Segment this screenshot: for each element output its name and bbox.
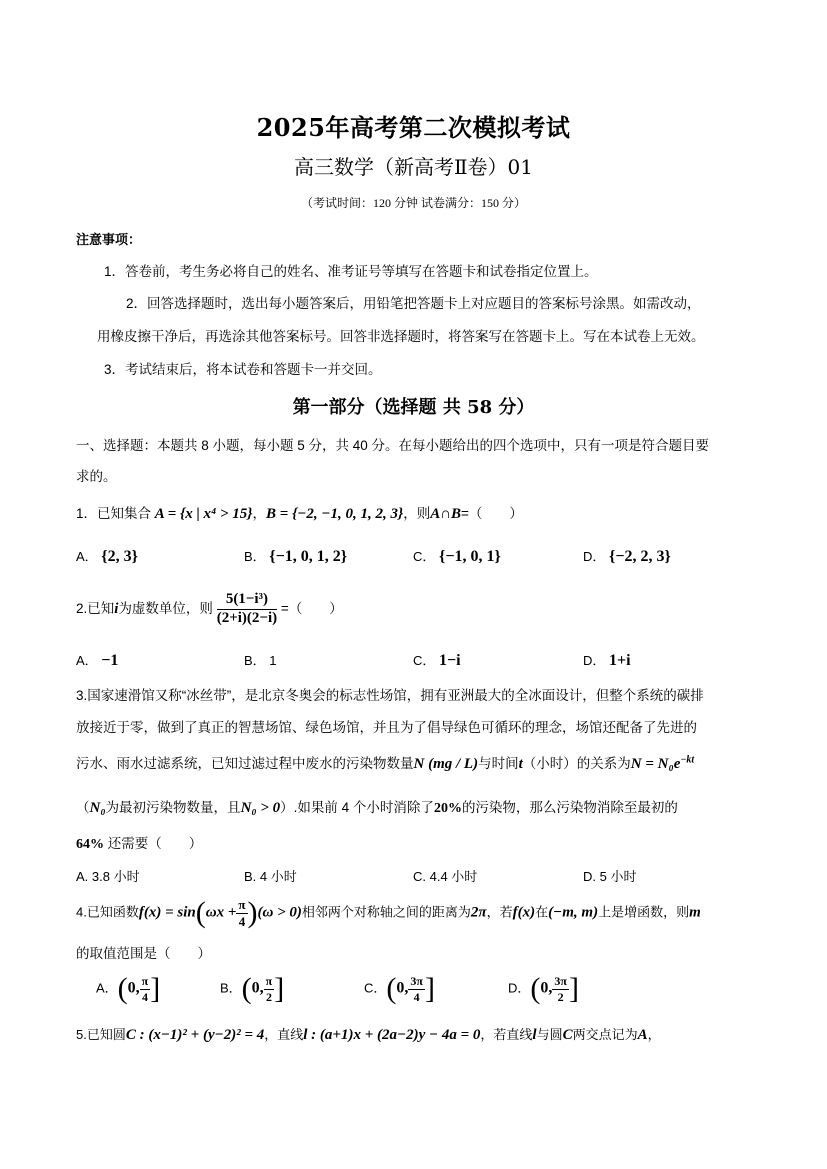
q3-n-unit: N (mg / L) (413, 756, 479, 772)
q3-line-2: 放接近于零，做到了真正的智慧场馆、绿色场馆，并且为了倡导绿色可循环的理念，场馆还配备了先进的 (76, 720, 697, 735)
q1-option-a: A． {2, 3} (76, 548, 138, 565)
q4-option-b: B．(0, $\frac{\pi}{2}$ ] (220, 972, 285, 1005)
q3-option-a: A. 3.8 小时 (76, 869, 140, 884)
q3-pct-20: 20% (433, 801, 462, 816)
q1-set-a: A = {x | x⁴ > 15} (154, 506, 253, 522)
q2-ask: =（ ） (280, 600, 343, 616)
q3-pct-64: 64% (76, 837, 104, 852)
question-2 (76, 592, 343, 627)
exam-title: 2025年高考第二次模拟考试 (256, 113, 571, 142)
notice-item-2-line-1: 2．回答选择题时，选出每小题答案后，用铅笔把答题卡上对应题目的答案标号涂黑。如需改动， (126, 296, 701, 311)
q4-func: f(x) = sin (138, 904, 196, 921)
q4-line-2: 的取值范围是（ ） (76, 946, 211, 961)
q3-option-b: B. 4 小时 (244, 869, 297, 884)
q2-mid: 为虚数单位，则 (118, 600, 213, 616)
question-1 (76, 502, 523, 523)
question-4: 4.已知函数f(x) = sin(ωx + $\frac{\pi}{4}$ )(ω > 0)相邻两个对称轴之间的距离为2π，若f(x)在(−m, m)上是增函数，则m (76, 896, 701, 929)
q3-n0: N₀ (89, 800, 106, 816)
q2-option-b: B． 1 (244, 653, 277, 668)
q4-interval: (−m, m) (548, 904, 599, 921)
question-5: 5.已知圆C : (x−1)² + (y−2)² = 4，直线l : (a+1)x + (2a−2)y − 4a = 0，若直线l与圆C两交点记为A， (76, 1027, 661, 1043)
q4-m: m (689, 904, 701, 921)
q5-l: l (532, 1027, 537, 1043)
q4-dist: 2π (470, 904, 487, 921)
q2-option-d: D． 1+i (583, 652, 631, 669)
q3-option-d: D. 5 小时 (583, 869, 637, 884)
q3-line-5: 64% 还需要（ ） (76, 836, 203, 852)
q1-option-d: D． {−2, 2, 3} (583, 548, 671, 565)
q4-inner: ωx + (205, 904, 237, 921)
q1-prefix: 1．已知集合 (76, 506, 152, 521)
q1-expr: A∩B (430, 506, 461, 522)
q2-prefix: 2.已知 (76, 600, 115, 616)
q5-circle: C : (x−1)² + (y−2)² = 4 (125, 1027, 265, 1043)
q1-suffix: ，则 (403, 506, 431, 521)
q1-set-b: B = {−2, −1, 0, 1, 2, 3} (266, 506, 404, 522)
q3-formula: N = N₀e (630, 756, 681, 772)
q2-fraction (217, 592, 277, 627)
section-instructions-line-2: 求的。 (76, 469, 117, 484)
q3-line-4: （N₀为最初污染物数量，且N₀ > 0）.如果前 4 个小时消除了20%的污染物，那么污染物消除至最初的 (76, 800, 678, 816)
notice-item-2-line-2: 用橡皮擦干净后，再选涂其他答案标号。回答非选择题时，将答案写在答题卡上。写在本试卷上无效。 (97, 329, 705, 344)
q3-t: t (518, 756, 523, 772)
notice-item-3: 3．考试结束后，将本试卷和答题卡一并交回。 (104, 362, 382, 377)
q2-i: i (114, 600, 119, 617)
notice-item-1: 1．答卷前，考生务必将自己的姓名、准考证号等填写在答题卡和试卷指定位置上。 (104, 264, 598, 279)
q2-denominator: (2+i)(2−i) (216, 609, 278, 626)
q5-line: l : (a+1)x + (2a−2)y − 4a = 0 (303, 1027, 481, 1043)
q2-option-c: C． 1−i (413, 652, 461, 669)
q3-line-3: 污水、雨水过滤系统，已知过滤过程中废水的污染物数量N (mg / L)与时间t（小时）的关系为$N = N_0e^{-kt}$ (76, 754, 695, 772)
q2-option-a: A． −1 (76, 652, 119, 669)
q5-c: C (562, 1027, 573, 1043)
q4-fx: f(x) (512, 904, 536, 921)
q4-option-c: C．(0, $\frac{3\pi}{4}$ ] (364, 972, 435, 1005)
q3-option-c: C. 4.4 小时 (413, 869, 478, 884)
q4-cond: (ω > 0) (257, 904, 302, 921)
q3-n0-positive: N₀ > 0 (240, 800, 281, 816)
q4-option-d: D．(0, $\frac{3\pi}{2}$ ] (508, 972, 579, 1005)
q1-sep: ， (252, 506, 267, 521)
q2-numerator: 5(1−i³) (217, 592, 277, 610)
q1-option-b: B． {−1, 0, 1, 2} (244, 548, 348, 565)
q3-line-1: 3.国家速滑馆又称“冰丝带”，是北京冬奥会的标志性场馆，拥有亚洲最大的全冰面设计，但整个系统的碳排 (76, 688, 704, 703)
q4-pi-over-4: $\frac{\pi}{4}$ (238, 896, 246, 929)
notice-heading: 注意事项： (76, 232, 142, 247)
section-heading: 第一部分（选择题 共 58 分） (292, 397, 535, 418)
q5-a: A (637, 1027, 648, 1043)
exam-subtitle: 高三数学（新高考Ⅱ卷）01 (293, 155, 534, 179)
q3-exponent: −kt (680, 754, 695, 766)
exam-time-info: （考试时间：120 分钟 试卷满分：150 分） (300, 196, 526, 210)
q4-option-a: A．(0, $\frac{\pi}{4}$ ] (96, 972, 161, 1005)
q1-ask: =（ ） (461, 506, 523, 521)
q1-option-c: C． {−1, 0, 1} (413, 548, 501, 565)
section-instructions-line-1: 一、选择题：本题共 8 小题，每小题 5 分，共 40 分。在每小题给出的四个选项中，只有一项是符合题目要 (76, 438, 710, 453)
